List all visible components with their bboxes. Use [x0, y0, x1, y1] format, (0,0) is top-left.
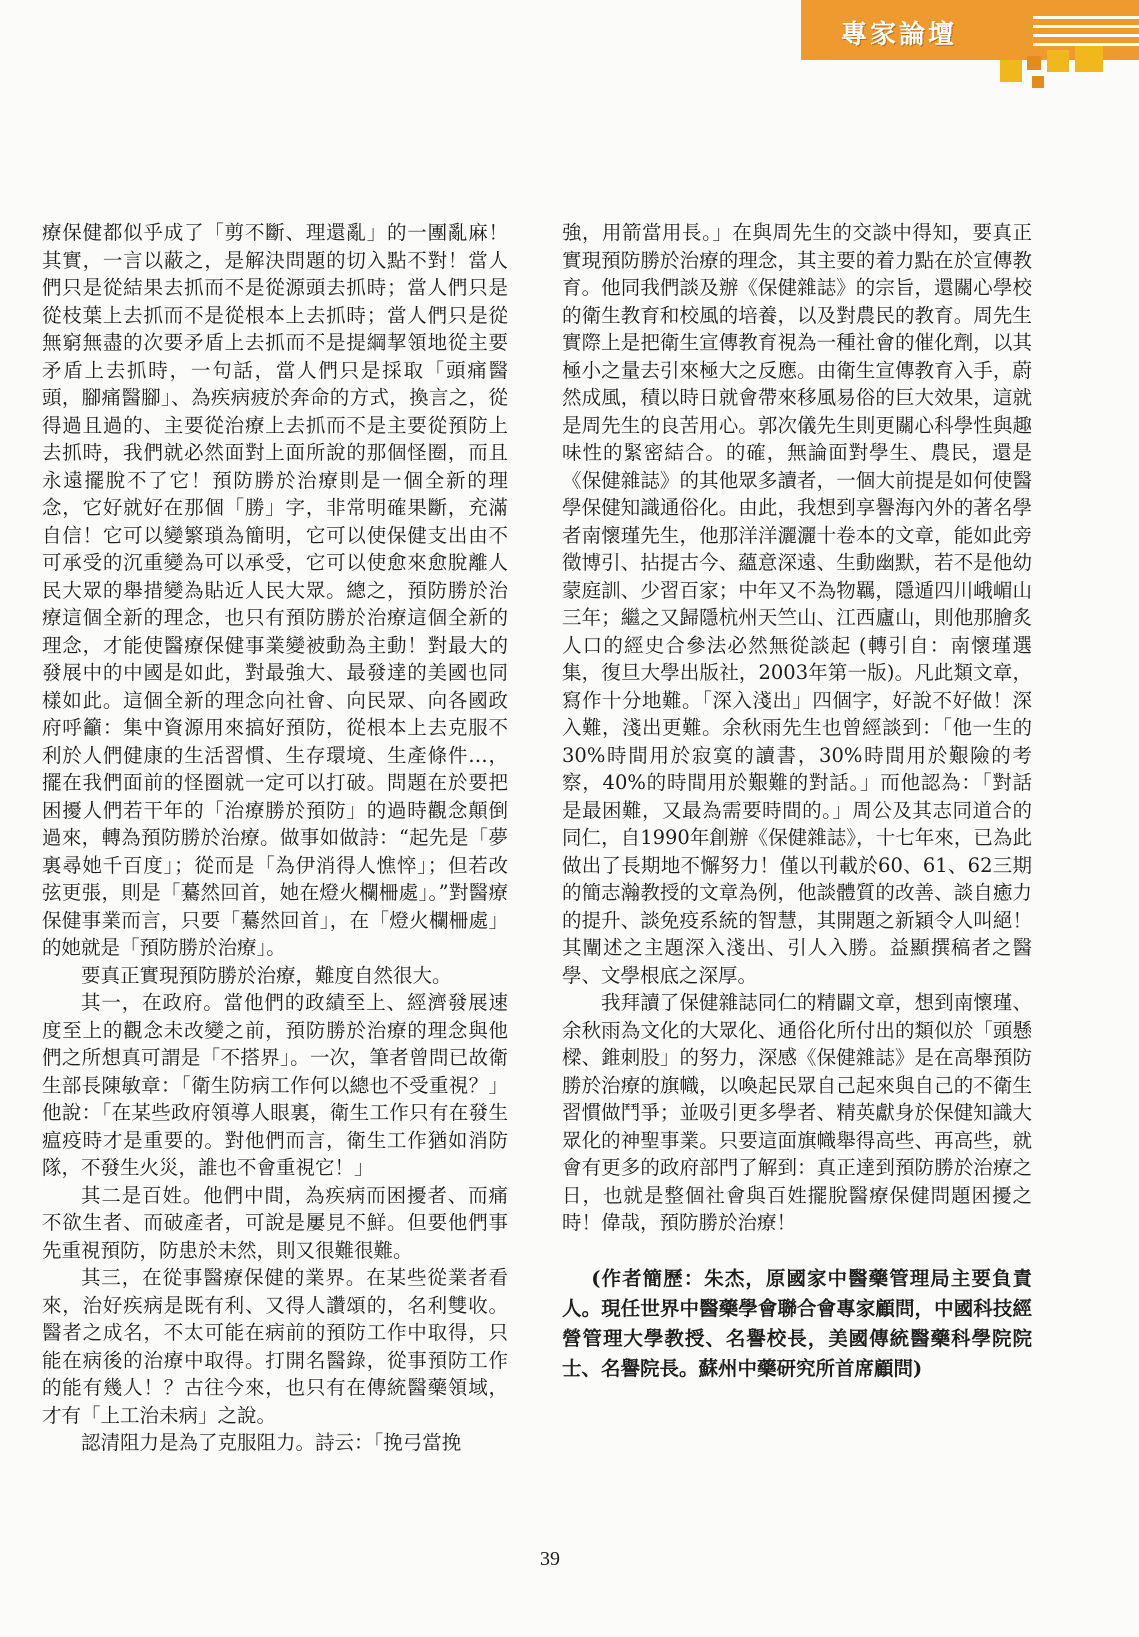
- decor-square: [1047, 50, 1069, 72]
- left-column: [42, 219, 508, 1457]
- paragraph: 我拜讀了保健雜誌同仁的精闢文章，想到南懷瑾、余秋雨為文化的大眾化、通俗化所付出的類似於「頭懸樑、錐刺股」的努力，深感《保健雜誌》是在高舉預防勝於治療的旗幟，以喚起民眾自己起來與自己的不衛生習慣做鬥爭；並吸引更多學者、精英獻身於保健知識大眾化的神聖事業。只要這面旗幟舉得高些、再高些，就會有更多的政府部門了解到：真正達到預防勝於治療之日，也就是整個社會與百姓擺脫醫療保健問題困擾之時！偉哉，預防勝於治療！: [562, 991, 1032, 1234]
- paragraph: 要真正實現預防勝於治療，難度自然很大。: [81, 963, 452, 987]
- author-bio: (作者簡歷：朱杰，原國家中醫藥管理局主要負責人。現任世界中醫藥學會聯合會專家顧問，中國科技經營管理大學教授、名譽校長，美國傳統醫藥科學院院士、名譽院長。蘇州中藥研究所首席顧問): [562, 1266, 1032, 1380]
- paragraph: 強，用箭當用長。」在與周先生的交談中得知，要真正實現預防勝於治療的理念，其主要的着力點在於宣傳教育。他同我們談及辦《保健雜誌》的宗旨，還關心學校的衛生教育和校風的培養，以及對農民的教育。周先生實際上是把衛生宣傳教育視為一種社會的催化劑，以其極小之量去引來極大之反應。由衛生宣傳教育入手，蔚然成風，積以時日就會帶來移風易俗的巨大效果，這就是周先生的良苦用心。郭次儀先生則更關心科學性與趣味性的緊密結合。的確，無論面對學生、農民，還是《保健雜誌》的其他眾多讀者，一個大前提是如何使醫學保健知識通俗化。由此，我想到享譽海內外的著名學者南懷瑾先生，他那洋洋灑灑十卷本的文章，能如此旁徵博引、拈提古今、蘊意深遠、生動幽默，若不是他幼蒙庭訓、少習百家；中年又不為物羈，隱遁四川峨嵋山三年；繼之又歸隱杭州天竺山、江西廬山，則他那膾炙人口的經史合參法必然無從談起 (轉引自：南懷瑾選集，復旦大學出版社，2003年第一版)。凡此類文章，寫作十分地難。「深入淺出」四個字，好說不好做！深入難，淺出更難。余秋雨先生也曾經談到：「他一生的30%時間用於寂寞的讀書，30%時間用於艱險的考察，40%的時間用於艱難的對話。」而他認為：「對話是最困難，又最為需要時間的。」周公及其志同道合的同仁，自1990年創辦《保健雜誌》，十七年來，已為此做出了長期地不懈努力！僅以刊載於60、61、62三期的簡志瀚教授的文章為例，他談體質的改善、談自癒力的提升、談免疫系統的智慧，其開題之新穎令人叫絕！其闡述之主題深入淺出、引人入勝。益顯撰稿者之醫學、文學根底之深厚。: [562, 221, 1032, 987]
- paragraph: 其一，在政府。當他們的政績至上、經濟發展速度至上的觀念未改變之前，預防勝於治療的理念與他們之所想真可謂是「不搭界」。一次，筆者曾問已故衛生部長陳敏章：「衛生防病工作何以總也不受重視？」他說：「在某些政府領導人眼裏，衛生工作只有在發生瘟疫時才是重要的。對他們而言，衛生工作猶如消防隊，不發生火災，誰也不會重視它！」: [42, 991, 508, 1179]
- decor-square: [1032, 76, 1044, 88]
- section-title: 專家論壇: [841, 20, 958, 50]
- page-number: 39: [540, 1548, 560, 1570]
- decor-square: [1000, 60, 1022, 82]
- right-column: [562, 219, 1032, 1384]
- decor-square: [1075, 46, 1103, 72]
- paragraph: 療保健都似乎成了「剪不斷、理還亂」的一團亂麻！其實，一言以蔽之，是解決問題的切入點不對！當人們只是從結果去抓而不是從源頭去抓時；當人們只是從枝葉上去抓而不是從根本上去抓時；當人們只是從無窮無盡的次要矛盾上去抓而不是提綱挈領地從主要矛盾上去抓時，一句話，當人們只是採取「頭痛醫頭，腳痛醫腳」、為疾病疲於奔命的方式，換言之，從得過且過的、主要從治療上去抓而不是主要從預防上去抓時，我們就必然面對上面所說的那個怪圈，而且永遠擺脫不了它！預防勝於治療則是一個全新的理念，它好就好在那個「勝」字，非常明確果斷，充滿自信！它可以變繁瑣為簡明，它可以使保健支出由不可承受的沉重變為可以承受，它可以使愈來愈脫離人民大眾的舉措變為貼近人民大眾。總之，預防勝於治療這個全新的理念，也只有預防勝於治療這個全新的理念，才能使醫療保健事業變被動為主動！對最大的發展中的中國是如此，對最強大、最發達的美國也同樣如此。這個全新的理念向社會、向民眾、向各國政府呼籲：集中資源用來搞好預防，從根本上去克服不利於人們健康的生活習慣、生存環境、生產條件…，擺在我們面前的怪圈就一定可以打破。問題在於要把困擾人們若干年的「治療勝於預防」的過時觀念顛倒過來，轉為預防勝於治療。做事如做詩：“起先是「夢裏尋她千百度」；從而是「為伊消得人憔悴」；但若改弦更張，則是「驀然回首，她在燈火欄柵處」。”對醫療保健事業而言，只要「驀然回首」，在「燈火欄柵處」的她就是「預防勝於治療」。: [42, 221, 508, 959]
- decor-square: [1027, 56, 1041, 70]
- paragraph: 其三，在從事醫療保健的業界。在某些從業者看來，治好疾病是既有利、又得人讚頌的，名利雙收。醫者之成名，不太可能在病前的預防工作中取得，只能在病後的治療中取得。打開名醫錄，從事預防工作的能有幾人！？古往今來，也只有在傳統醫藥領域，才有「上工治未病」之說。: [42, 1266, 508, 1427]
- paragraph: 認清阻力是為了克服阻力。詩云：「挽弓當挽: [81, 1431, 462, 1454]
- paragraph: 其二是百姓。他們中間，為疾病而困擾者、而痛不欲生者、而破產者，可說是屢見不鮮。但要他們事先重視預防，防患於未然，則又很難很難。: [42, 1183, 508, 1262]
